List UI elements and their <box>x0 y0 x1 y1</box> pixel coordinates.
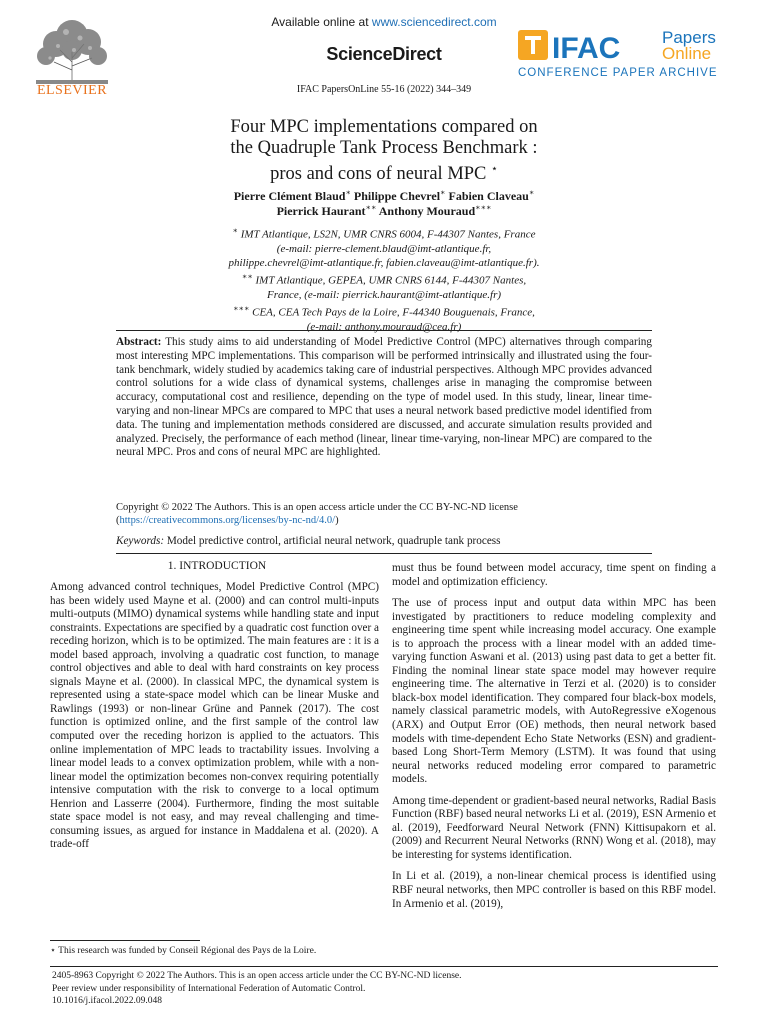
keywords <box>116 535 652 549</box>
author-name: Pierrick Haurant <box>276 204 366 218</box>
affiliation-line <box>110 224 658 242</box>
affiliation-line <box>110 242 658 256</box>
author-name: Pierre Clément Blaud <box>233 189 346 203</box>
doi-line: 10.1016/j.ifacol.2022.09.048 <box>52 996 163 1006</box>
license-paren: ) <box>335 515 339 526</box>
keywords-text: Model predictive control, artificial neural network, quadruple tank process <box>166 535 501 547</box>
license-line <box>116 514 652 527</box>
license-paren: ( <box>116 515 120 526</box>
body-paragraph: must thus be found between model accuracy, time spent on finding a model and optimization efficiency. <box>392 562 716 588</box>
affiliation-mark: ∗∗ <box>241 272 253 282</box>
ifac-logo-text: IFAC <box>552 32 621 65</box>
title-line-3-text: pros and cons of neural MPC <box>270 164 487 185</box>
issn-copyright-line: 2405-8963 Copyright © 2022 The Authors. This is an open access article under the CC BY-NC-ND license. <box>52 971 462 981</box>
ifac-archive-text: CONFERENCE PAPER ARCHIVE <box>518 67 718 79</box>
journal-reference: IFAC PapersOnLine 55-16 (2022) 344–349 <box>296 84 472 95</box>
left-column <box>50 581 379 860</box>
author-mark: ∗∗∗ <box>475 203 492 212</box>
authors-line-1 <box>110 188 658 204</box>
available-prefix: Available online at <box>271 15 372 29</box>
footnote-mark: ⋆ <box>50 946 56 956</box>
affiliation-text: IMT Atlantique, GEPEA, UMR CNRS 6144, F-44307 Nantes, <box>255 274 527 287</box>
affiliation-line <box>110 302 658 320</box>
title-line-2: the Quadruple Tank Process Benchmark : <box>230 138 538 158</box>
license-link[interactable]: https://creativecommons.org/licenses/by-nc-nd/4.0/ <box>119 515 336 526</box>
available-online-line <box>200 15 568 29</box>
author-name: Philippe Chevrel <box>353 189 441 203</box>
abstract-label: Abstract: <box>116 336 162 348</box>
section-heading: 1. INTRODUCTION <box>167 560 267 572</box>
author-mark: ∗ <box>440 188 446 197</box>
keywords-label: Keywords: <box>116 535 165 547</box>
title-line-1: Four MPC implementations compared on <box>230 117 538 137</box>
affiliation-text: (e-mail: anthony.mouraud@cea.fr) <box>306 321 462 334</box>
authors-line-2 <box>110 203 658 219</box>
abstract <box>116 336 652 460</box>
affiliation-mark: ∗∗∗ <box>233 304 250 314</box>
affiliation-line <box>110 270 658 288</box>
author-name: Fabien Claveau <box>448 189 529 203</box>
affiliation-text: philippe.chevrel@imt-atlantique.fr, fabien.claveau@imt-atlantique.fr). <box>228 257 540 270</box>
footnote-rule <box>50 940 200 941</box>
affiliations <box>110 224 658 334</box>
abstract-top-rule <box>116 330 652 331</box>
author-mark: ∗ <box>528 188 535 197</box>
author-mark: ∗∗ <box>365 203 377 212</box>
bottom-publication-info <box>52 970 712 1008</box>
abstract-text: This study aims to aid understanding of Model Predictive Control (MPC) alternatives through comparing most interesting MPC implementations. This comparison will be performed intrinsically and illustrated using the four-tank benchmark, widely studied by academics taking care of industrial perspectives. Although MPC provides advanced control solutions for a wide class of dynamical systems, challenges arise in managing the compromise between accuracy, computational cost and resilience, depending on the type of model used. In this study, linear, linear time-varying and non-linear MPCs are compared to MPC that uses a neural network based predictive model identified from data. The tuning and implementation methods considered are discussed, and accurate simulation results provided and analyzed. Precisely, the performance of each method (linear, linear time-varying, non-linear MPC) are compared to the neural MPC. Pros and cons of neural MPC are highlighted. <box>116 336 652 459</box>
affiliation-text: CEA, CEA Tech Pays de la Loire, F-44340 Bouguenais, France, <box>252 306 535 319</box>
abstract-bottom-rule <box>116 553 652 554</box>
ifac-online-text: Online <box>662 44 712 63</box>
affiliation-text: France, (e-mail: pierrick.haurant@imt-atlantique.fr) <box>266 289 502 302</box>
footnote <box>50 945 390 956</box>
body-paragraph: In Li et al. (2019), a non-linear chemical process is identified using RBF neural networks, then MPC controller is based on this RBF model. In Armenio et al. (2019), <box>392 870 716 910</box>
affiliation-text: (e-mail: pierre-clement.blaud@imt-atlantique.fr, <box>276 242 492 255</box>
elsevier-wordmark: ELSEVIER <box>36 83 108 98</box>
affiliation-mark: ∗ <box>232 226 238 235</box>
title-footnote-mark: ⋆ <box>491 163 498 175</box>
body-paragraph: Among time-dependent or gradient-based neural networks, Radial Basis Function (RBF) based neural networks Li et al. (2019), ESN Armenio et al. (2019), Feedforward Neural Network (FNN) Kittisupakorn et al. (2009) and Recurrent Neural Networks (RNN) Wong et al. (2018), may be interesting for systems identification. <box>392 794 716 861</box>
affiliation-text: IMT Atlantique, LS2N, UMR CNRS 6004, F-44307 Nantes, France <box>240 228 536 241</box>
copyright-notice <box>116 501 652 527</box>
footnote-text: This research was funded by Conseil Régional des Pays de la Loire. <box>58 946 317 956</box>
affiliation-line <box>110 288 658 302</box>
paper-title <box>140 117 628 185</box>
author-mark: ∗ <box>345 188 351 197</box>
right-column <box>392 562 716 919</box>
bottom-rule <box>50 966 718 967</box>
ifac-papersonline-logo <box>516 24 726 84</box>
title-line-3 <box>140 159 628 185</box>
author-name: Anthony Mouraud <box>378 204 476 218</box>
affiliation-line <box>110 256 658 270</box>
peer-review-line: Peer review under responsibility of International Federation of Automatic Control. <box>52 983 366 994</box>
body-paragraph: Among advanced control techniques, Model Predictive Control (MPC) has been widely used Mayne et al. (2000) and can control multi-inputs multi-outputs (MIMO) dynamical systems while handling state and input constraints. Expectations are specified by a quadratic cost function over a receding horizon, which is to be optimized. The main features are : it is a model based approach, involving a quadratic cost function, to manage control objectives and able to deal with hard constraints on key process signals Mayne et al. (2000). In classical MPC, the dynamical system is represented using a state-space model which can be linear Muske and Rawlings (1993) or non-linear Grüne and Pannek (2017). The cost function is optimized online, and the first sample of the control law computed over the receding horizon is applied to the actuators. This online implementation of MPC leads to tractability issues. Involving a linear model leads to a convex optimization problem, while with a non-linear model the optimization becomes non-convex requiring potentially intensive computation with the risk to converge to a local optimum Henrion and Lasserre (2004). Furthermore, finding the most suitable state space model is not easy, and may reveal challenging and time-consuming issues, as argued for instance in Maddalena et al. (2020). A trade-off <box>50 581 379 851</box>
sciencedirect-title: ScienceDirect <box>326 44 442 64</box>
sciencedirect-link[interactable]: www.sciencedirect.com <box>371 15 497 29</box>
affiliation-line <box>110 320 658 334</box>
body-paragraph: The use of process input and output data within MPC has been investigated by practitioners to reduce modeling complexity and engineering time spent while increasing model accuracy. One example is to approach the process with a linear model with an added time-varying function Aswani et al. (2013) using past data to get a better fit. Finding the nominal linear state space model may however require engineering time. The alternative in Terzi et al. (2020) is to consider black-box model identification. They compared four black-box models, namely classical parametric models, with AutoRegressive eXogenous (ARX) and Output Error (OE) methods, then neural network based models with time-dependent Echo State Networks (ESN) and gradient-based Long Short-Term Memory (LSTM). It was found that using neural networks reduced modeling error compared to parametric models. <box>392 597 716 786</box>
copyright-line: Copyright © 2022 The Authors. This is an open access article under the CC BY-NC-ND license <box>116 502 518 513</box>
ifac-papers-text: Papers <box>662 28 716 47</box>
